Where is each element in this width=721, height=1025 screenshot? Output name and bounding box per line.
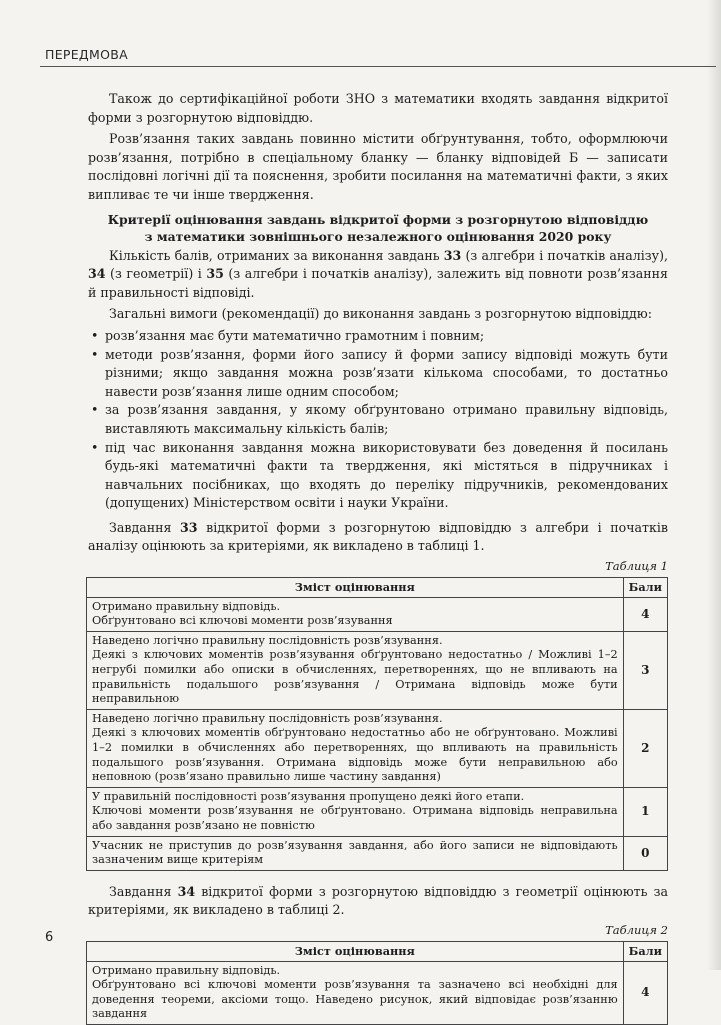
points-cell: 4 bbox=[623, 597, 667, 631]
criteria-description bbox=[87, 597, 624, 631]
table-row bbox=[87, 836, 668, 870]
task34-text-part: відкритої форми з розгорнутою відповіддю з геометрії оцінюють за критеріями, як викладено в таблиці 2. bbox=[88, 883, 668, 918]
task34-paragraph bbox=[88, 883, 668, 920]
description-line: Обґрунтовано всі ключові моменти розв’язування bbox=[92, 614, 393, 628]
intro-paragraph-2: Розв’язання таких завдань повинно містити обґрунтування, тобто, оформлюючи розв’язання, потрібно в спеціальному бланку — бланку відповідей Б — записати послідовні логічні дії та пояснення, зробити посилання на математичні факти, з яких випливає те чи інше твердження. bbox=[88, 131, 668, 202]
requirement-item: • методи розв’язання, форми його запису й форми запису відповіді можуть бути різними; якщо завдання можна розв’язати кількома способами, то достатньо навести розв’язання лише одним способом; bbox=[88, 346, 668, 402]
points-cell: 0 bbox=[623, 836, 667, 870]
task33-text-part: відкритої форми з розгорнутою відповіддю з алгебри і початків аналізу оцінюють за критеріями, як викладено в таблиці 1. bbox=[88, 519, 668, 554]
description-line: Учасник не приступив до розв’язування завдання, або його записи не відповідають зазначеним вище критеріям bbox=[92, 838, 618, 867]
table-row bbox=[87, 631, 668, 709]
description-line: Обґрунтовано всі ключові моменти розв’язування та зазначено всі необхідні для доведення теореми, аксіоми тощо. Наведено рисунок, який відповідає розв’язанню завдання bbox=[92, 978, 618, 1021]
requirements-intro: Загальні вимоги (рекомендації) до виконання завдань з розгорнутою відповіддю: bbox=[109, 306, 652, 322]
task34-text-part: Завдання bbox=[109, 883, 178, 899]
scoring-text-part: Кількість балів, отриманих за виконання завдань bbox=[109, 247, 444, 263]
task33-paragraph bbox=[88, 519, 668, 556]
table-row bbox=[87, 709, 668, 787]
points-cell: 2 bbox=[623, 709, 667, 787]
description-line: Деякі з ключових моментів розв’язування обґрунтовано недостатньо / Можливі 1–2 негрубі помилки або описки в обчисленнях, перетвореннях, що не впливають на правильність подальшого розв’язування / Отримана відповідь може бути неправильною bbox=[92, 648, 618, 706]
page-number: 6 bbox=[45, 930, 54, 945]
header-rule bbox=[40, 66, 716, 67]
description-line: У правильній послідовності розв’язування пропущено деякі його етапи. bbox=[92, 789, 525, 803]
page-edge-shadow bbox=[707, 0, 721, 970]
task-number-35: 35 bbox=[206, 266, 224, 282]
column-header-content: Зміст оцінювання bbox=[87, 941, 624, 961]
description-line: Ключові моменти розв’язування не обґрунтовано. Отримана відповідь неправильна або завдання розв’язано не повністю bbox=[92, 804, 618, 832]
task-number-34: 34 bbox=[177, 883, 196, 899]
task-number-33: 33 bbox=[180, 519, 198, 535]
criteria-description bbox=[87, 787, 624, 836]
task-number-34: 34 bbox=[88, 266, 106, 282]
table-row bbox=[87, 787, 668, 836]
column-header-points: Бали bbox=[623, 941, 667, 961]
criteria-table-1 bbox=[86, 577, 668, 871]
table2-caption: Таблиця 2 bbox=[605, 922, 668, 937]
criteria-table-2 bbox=[86, 941, 668, 1025]
column-header-content: Зміст оцінювання bbox=[87, 578, 624, 598]
points-cell: 4 bbox=[623, 961, 667, 1024]
description-line: Наведено логічно правильну послідовність розв’язування. bbox=[92, 711, 443, 725]
column-header-points: Бали bbox=[623, 578, 667, 598]
requirement-item: • під час виконання завдання можна використовувати без доведення й посилань будь-які математичні факти та твердження, які містяться в підручниках і навчальних посібниках, що входять до переліку підручників, рекомендованих (допущених) Міністерством освіти і науки України. bbox=[88, 439, 668, 513]
requirements-list bbox=[88, 327, 668, 513]
main-content bbox=[88, 90, 668, 1025]
scoring-paragraph bbox=[88, 247, 668, 303]
criteria-description bbox=[87, 836, 624, 870]
scoring-text-part: (з геометрії) і bbox=[105, 266, 207, 282]
intro-paragraph-1: Також до сертифікаційної роботи ЗНО з математики входять завдання відкритої форми з розгорнутою відповіддю. bbox=[88, 91, 668, 125]
description-line: Наведено логічно правильну послідовність розв’язування. bbox=[92, 633, 443, 647]
criteria-description bbox=[87, 631, 624, 709]
requirement-item: • за розв’язання завдання, у якому обґрунтовано отримано правильну відповідь, виставляють максимальну кількість балів; bbox=[88, 401, 668, 438]
requirement-item: • розв’язання має бути математично грамотним і повним; bbox=[88, 327, 668, 346]
criteria-heading bbox=[88, 211, 668, 245]
table-row bbox=[87, 961, 668, 1024]
task33-text-part: Завдання bbox=[109, 519, 181, 535]
criteria-description bbox=[87, 961, 624, 1024]
points-cell: 3 bbox=[623, 631, 667, 709]
description-line: Деякі з ключових моментів обґрунтовано недостатньо або не обґрунтовано. Можливі 1–2 помилки в обчисленнях або перетвореннях, що впливають на правильність подальшого розв’язування. Отримана відповідь може бути неправильною або неповною (розв’язано правильно лише частину завдання) bbox=[92, 726, 618, 784]
criteria-description bbox=[87, 709, 624, 787]
scoring-text-part: (з алгебри і початків аналізу), bbox=[461, 247, 669, 263]
task-number-33: 33 bbox=[443, 247, 462, 263]
points-cell: 1 bbox=[623, 787, 667, 836]
table1-caption: Таблиця 1 bbox=[605, 559, 668, 574]
section-header: ПЕРЕДМОВА bbox=[45, 47, 128, 62]
scoring-text-part: (з алгебри і початків аналізу), залежить від повноти розв’язання й правильності відповіді. bbox=[88, 266, 669, 300]
criteria-heading-line-1: Критерії оцінювання завдань відкритої форми з розгорнутою відповіддю bbox=[107, 211, 649, 227]
criteria-heading-line-2: з математики зовнішнього незалежного оцінювання 2020 року bbox=[144, 228, 612, 244]
description-line: Отримано правильну відповідь. bbox=[92, 963, 281, 977]
table-header-row bbox=[87, 941, 668, 961]
table-header-row bbox=[87, 578, 668, 598]
table-row bbox=[87, 597, 668, 631]
description-line: Отримано правильну відповідь. bbox=[92, 599, 281, 613]
